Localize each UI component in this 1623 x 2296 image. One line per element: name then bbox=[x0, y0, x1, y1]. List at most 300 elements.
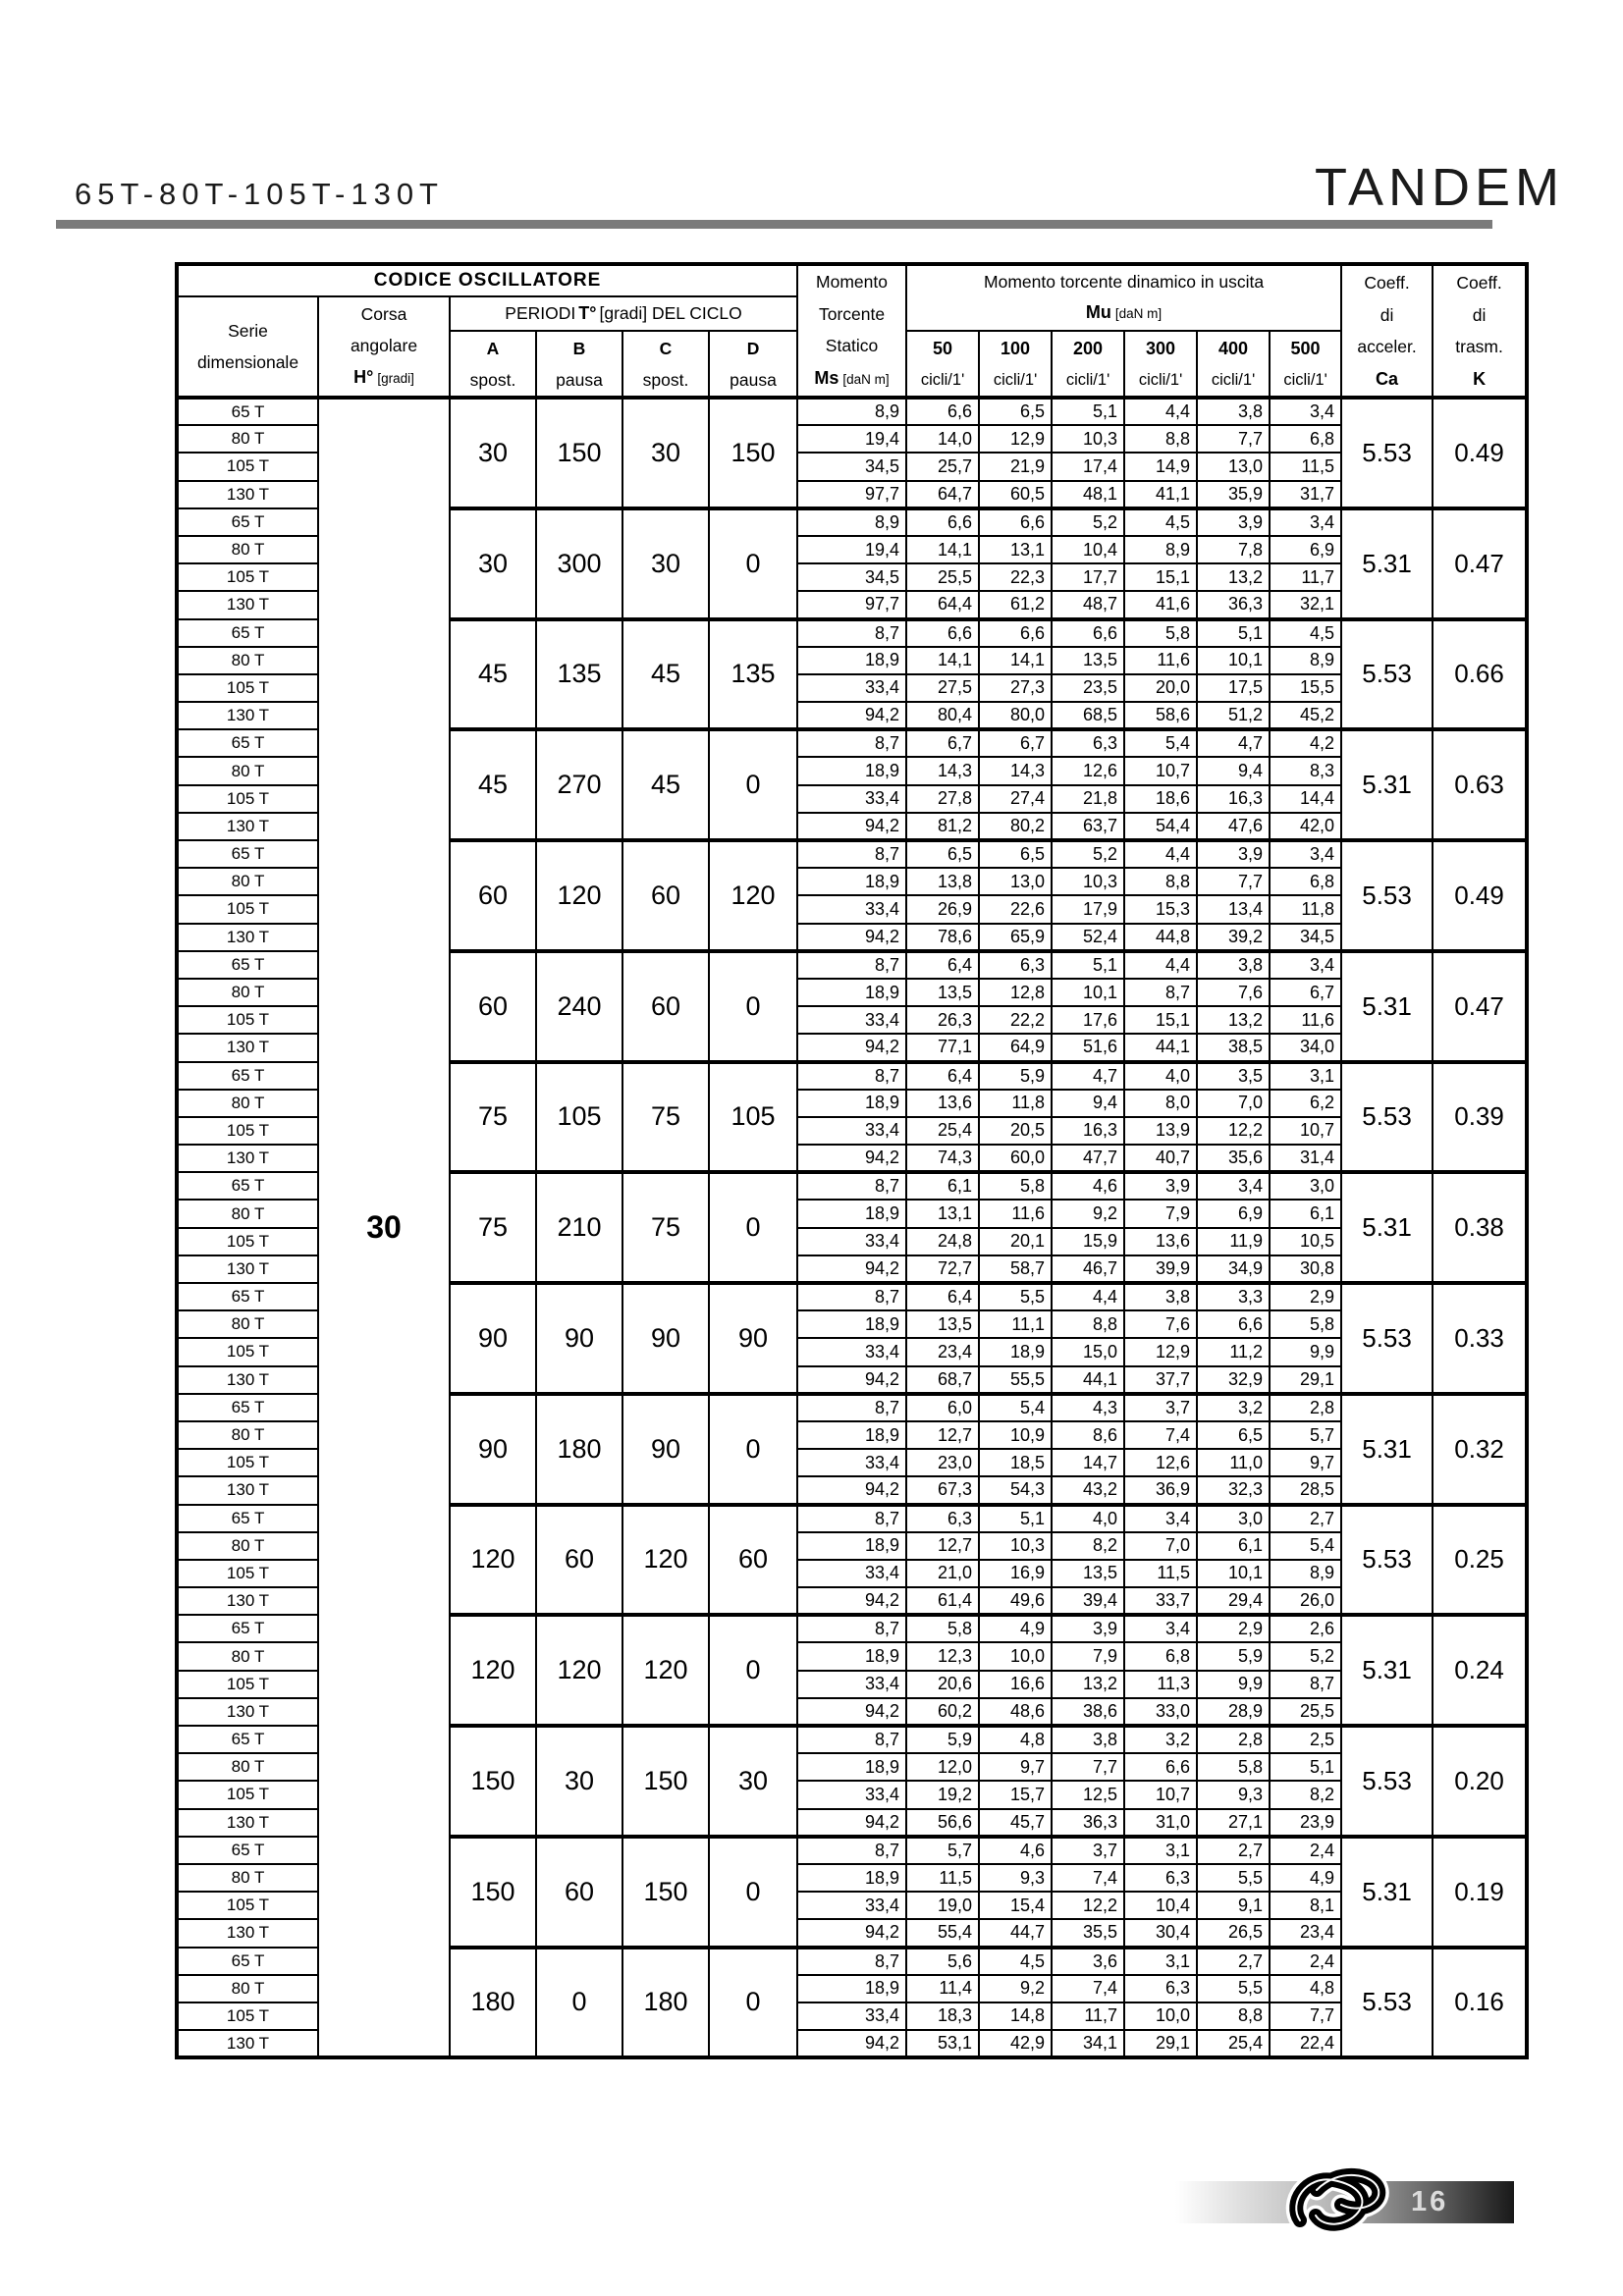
mu-value-cell: 4,0 bbox=[1124, 1062, 1197, 1090]
ms-header-line1: Momento bbox=[816, 272, 888, 292]
mu-value-cell: 16,9 bbox=[979, 1560, 1052, 1587]
corsa-angolare-header: Corsa angolare H° [gradi] bbox=[318, 296, 450, 398]
mu-value-cell: 5,4 bbox=[979, 1394, 1052, 1421]
mu-value-cell: 26,0 bbox=[1270, 1587, 1341, 1615]
mu-value-cell: 68,7 bbox=[906, 1366, 979, 1394]
ca-value-cell: 5.31 bbox=[1341, 1172, 1433, 1283]
mu-value-cell: 11,6 bbox=[1124, 647, 1197, 674]
period-d-value: 135 bbox=[709, 619, 797, 730]
mu-value-cell: 4,9 bbox=[979, 1615, 1052, 1642]
serie-cell: 65 T bbox=[177, 1837, 318, 1864]
period-d-value: 0 bbox=[709, 1394, 797, 1505]
mu-value-cell: 5,4 bbox=[1124, 729, 1197, 757]
mu-value-cell: 56,6 bbox=[906, 1809, 979, 1837]
mu-value-cell: 61,2 bbox=[979, 591, 1052, 618]
mu-value-cell: 4,2 bbox=[1270, 729, 1341, 757]
mu-value-cell: 2,7 bbox=[1197, 1948, 1270, 1975]
momento-dinamico-header bbox=[906, 264, 1341, 331]
mu-value-cell: 21,9 bbox=[979, 453, 1052, 480]
mu-value-cell: 36,9 bbox=[1124, 1476, 1197, 1504]
mu-value-cell: 4,5 bbox=[979, 1948, 1052, 1975]
mu-value-cell: 12,9 bbox=[1124, 1338, 1197, 1365]
mu-value-cell: 7,6 bbox=[1124, 1310, 1197, 1338]
mu-value-cell: 6,0 bbox=[906, 1394, 979, 1421]
mu-value-cell: 11,8 bbox=[979, 1090, 1052, 1117]
serie-dimensionale-header: Serie dimensionale bbox=[177, 296, 318, 398]
mu-value-cell: 29,1 bbox=[1270, 1366, 1341, 1394]
mu-value-cell: 80,4 bbox=[906, 702, 979, 729]
mu-value-cell: 13,0 bbox=[1197, 453, 1270, 480]
period-c-value: 90 bbox=[622, 1394, 709, 1505]
mu-value-cell: 64,9 bbox=[979, 1034, 1052, 1061]
serie-cell: 80 T bbox=[177, 1642, 318, 1670]
ms-value-cell: 33,4 bbox=[797, 785, 906, 813]
mu-value-cell: 13,8 bbox=[906, 868, 979, 895]
ms-value-cell: 33,4 bbox=[797, 1560, 906, 1587]
mu-value-cell: 15,5 bbox=[1270, 674, 1341, 702]
mu-value-cell: 24,8 bbox=[906, 1228, 979, 1255]
mu-value-cell: 10,7 bbox=[1124, 757, 1197, 784]
period-a-value: 120 bbox=[450, 1615, 536, 1726]
ms-value-cell: 18,9 bbox=[797, 1421, 906, 1449]
mu-value-cell: 27,4 bbox=[979, 785, 1052, 813]
serie-cell: 65 T bbox=[177, 1394, 318, 1421]
k-value-cell: 0.39 bbox=[1433, 1062, 1527, 1173]
mu-value-cell: 11,7 bbox=[1270, 563, 1341, 591]
k-value-cell: 0.49 bbox=[1433, 398, 1527, 508]
corsa-angolare-value: 30 bbox=[318, 398, 450, 2057]
mu-value-cell: 18,9 bbox=[979, 1338, 1052, 1365]
serie-cell: 65 T bbox=[177, 619, 318, 647]
mu-value-cell: 58,6 bbox=[1124, 702, 1197, 729]
mu-value-cell: 6,6 bbox=[1197, 1310, 1270, 1338]
mu-value-cell: 39,9 bbox=[1124, 1255, 1197, 1283]
mu-value-cell: 7,4 bbox=[1052, 1975, 1124, 2002]
mu-value-cell: 48,1 bbox=[1052, 481, 1124, 508]
mu-value-cell: 12,7 bbox=[906, 1532, 979, 1560]
mu-value-cell: 9,4 bbox=[1052, 1090, 1124, 1117]
mu-value-cell: 5,8 bbox=[1124, 619, 1197, 647]
mu-value-cell: 14,3 bbox=[979, 757, 1052, 784]
mu-value-cell: 3,8 bbox=[1124, 1283, 1197, 1310]
mu-value-cell: 5,1 bbox=[979, 1505, 1052, 1532]
mu-value-cell: 6,1 bbox=[1270, 1200, 1341, 1227]
mu-value-cell: 6,6 bbox=[906, 619, 979, 647]
serie-cell: 130 T bbox=[177, 702, 318, 729]
mu-value-cell: 6,6 bbox=[906, 398, 979, 425]
ms-value-cell: 94,2 bbox=[797, 1919, 906, 1947]
ca-value-cell: 5.31 bbox=[1341, 1615, 1433, 1726]
period-b-value: 0 bbox=[536, 1948, 622, 2058]
ms-value-cell: 94,2 bbox=[797, 1476, 906, 1504]
mu-value-cell: 17,6 bbox=[1052, 1006, 1124, 1034]
mu-value-cell: 2,9 bbox=[1270, 1283, 1341, 1310]
ms-value-cell: 33,4 bbox=[797, 1228, 906, 1255]
period-a-value: 45 bbox=[450, 729, 536, 840]
mu-value-cell: 6,8 bbox=[1270, 868, 1341, 895]
serie-cell: 105 T bbox=[177, 1006, 318, 1034]
mu-value-cell: 5,9 bbox=[906, 1726, 979, 1753]
mu-value-cell: 10,1 bbox=[1197, 1560, 1270, 1587]
mu-value-cell: 10,1 bbox=[1052, 979, 1124, 1006]
mu-value-cell: 6,8 bbox=[1124, 1642, 1197, 1670]
mu-value-cell: 10,9 bbox=[979, 1421, 1052, 1449]
k-value-cell: 0.20 bbox=[1433, 1726, 1527, 1837]
mu-value-cell: 31,4 bbox=[1270, 1145, 1341, 1172]
serie-cell: 65 T bbox=[177, 508, 318, 536]
mu-value-cell: 9,9 bbox=[1197, 1671, 1270, 1698]
k-value-cell: 0.63 bbox=[1433, 729, 1527, 840]
serie-cell: 65 T bbox=[177, 951, 318, 979]
period-b-value: 120 bbox=[536, 840, 622, 951]
mu-value-cell: 13,1 bbox=[979, 536, 1052, 563]
ms-value-cell: 8,7 bbox=[797, 729, 906, 757]
mu-value-cell: 46,7 bbox=[1052, 1255, 1124, 1283]
mu-value-cell: 44,7 bbox=[979, 1919, 1052, 1947]
ms-value-cell: 33,4 bbox=[797, 1671, 906, 1698]
mu-value-cell: 5,1 bbox=[1052, 398, 1124, 425]
mu-value-cell: 2,5 bbox=[1270, 1726, 1341, 1753]
mu-value-cell: 3,4 bbox=[1270, 508, 1341, 536]
mu-value-cell: 51,6 bbox=[1052, 1034, 1124, 1061]
mu-value-cell: 52,4 bbox=[1052, 924, 1124, 951]
mu-value-cell: 54,3 bbox=[979, 1476, 1052, 1504]
mu-value-cell: 7,7 bbox=[1270, 2002, 1341, 2030]
mu-value-cell: 3,7 bbox=[1052, 1837, 1124, 1864]
mu-value-cell: 20,1 bbox=[979, 1228, 1052, 1255]
serie-cell: 105 T bbox=[177, 785, 318, 813]
mu-value-cell: 31,0 bbox=[1124, 1809, 1197, 1837]
mu-value-cell: 6,3 bbox=[906, 1505, 979, 1532]
period-a-value: 30 bbox=[450, 508, 536, 619]
mu-value-cell: 33,7 bbox=[1124, 1587, 1197, 1615]
mu-value-cell: 2,8 bbox=[1270, 1394, 1341, 1421]
mu-value-cell: 3,5 bbox=[1197, 1062, 1270, 1090]
ca-value-cell: 5.53 bbox=[1341, 1505, 1433, 1616]
serie-cell: 130 T bbox=[177, 1476, 318, 1504]
mu-value-cell: 3,4 bbox=[1197, 1172, 1270, 1200]
mu-value-cell: 23,4 bbox=[1270, 1919, 1341, 1947]
page-title-series: 65T-80T-105T-130T bbox=[75, 177, 444, 211]
mu-value-cell: 68,5 bbox=[1052, 702, 1124, 729]
mu-value-cell: 6,5 bbox=[1197, 1421, 1270, 1449]
k-value-cell: 0.24 bbox=[1433, 1615, 1527, 1726]
serie-cell: 130 T bbox=[177, 1587, 318, 1615]
period-b-value: 240 bbox=[536, 951, 622, 1062]
mu-value-cell: 21,0 bbox=[906, 1560, 979, 1587]
mu-value-cell: 6,5 bbox=[906, 840, 979, 868]
mu-value-cell: 6,7 bbox=[906, 729, 979, 757]
mu-value-cell: 9,2 bbox=[1052, 1200, 1124, 1227]
period-c-value: 45 bbox=[622, 619, 709, 730]
mu-header-symbol-line: Mu [daN m] bbox=[1085, 302, 1163, 323]
mu-value-cell: 6,1 bbox=[906, 1172, 979, 1200]
serie-cell: 105 T bbox=[177, 1781, 318, 1808]
serie-cell: 80 T bbox=[177, 1975, 318, 2002]
mu-value-cell: 12,9 bbox=[979, 425, 1052, 453]
mu-value-cell: 3,4 bbox=[1270, 951, 1341, 979]
serie-cell: 65 T bbox=[177, 1505, 318, 1532]
mu-value-cell: 32,3 bbox=[1197, 1476, 1270, 1504]
mu-value-cell: 12,0 bbox=[906, 1753, 979, 1781]
mu-value-cell: 40,7 bbox=[1124, 1145, 1197, 1172]
mu-value-cell: 5,2 bbox=[1052, 508, 1124, 536]
mu-value-cell: 5,8 bbox=[1270, 1310, 1341, 1338]
serie-cell: 65 T bbox=[177, 840, 318, 868]
serie-cell: 65 T bbox=[177, 729, 318, 757]
period-c-value: 75 bbox=[622, 1172, 709, 1283]
mu-value-cell: 5,9 bbox=[979, 1062, 1052, 1090]
mu-value-cell: 7,0 bbox=[1197, 1090, 1270, 1117]
cicli-100-header: 100 cicli/1' bbox=[979, 331, 1052, 398]
period-b-value: 120 bbox=[536, 1615, 622, 1726]
mu-value-cell: 27,8 bbox=[906, 785, 979, 813]
oscillator-data-table bbox=[175, 262, 1529, 2059]
ms-value-cell: 18,9 bbox=[797, 1753, 906, 1781]
period-a-value: 90 bbox=[450, 1394, 536, 1505]
mu-value-cell: 15,1 bbox=[1124, 563, 1197, 591]
ms-value-cell: 18,9 bbox=[797, 1864, 906, 1892]
ms-value-cell: 33,4 bbox=[797, 1006, 906, 1034]
ms-value-cell: 94,2 bbox=[797, 813, 906, 840]
mu-value-cell: 20,0 bbox=[1124, 674, 1197, 702]
serie-cell: 80 T bbox=[177, 757, 318, 784]
period-d-value: 60 bbox=[709, 1505, 797, 1616]
mu-value-cell: 26,9 bbox=[906, 895, 979, 923]
mu-value-cell: 9,7 bbox=[979, 1753, 1052, 1781]
ms-value-cell: 8,7 bbox=[797, 1505, 906, 1532]
mu-value-cell: 8,6 bbox=[1052, 1421, 1124, 1449]
ca-value-cell: 5.31 bbox=[1341, 1837, 1433, 1948]
mu-value-cell: 3,4 bbox=[1270, 840, 1341, 868]
period-d-value: 0 bbox=[709, 951, 797, 1062]
ms-header-line2: Torcente bbox=[818, 303, 886, 324]
product-family-title: TANDEM bbox=[1315, 158, 1564, 217]
mu-value-cell: 78,6 bbox=[906, 924, 979, 951]
mu-value-cell: 4,0 bbox=[1052, 1505, 1124, 1532]
brand-knot-logo-icon bbox=[1284, 2160, 1394, 2244]
mu-value-cell: 3,0 bbox=[1270, 1172, 1341, 1200]
mu-value-cell: 4,8 bbox=[1270, 1975, 1341, 2002]
mu-value-cell: 26,3 bbox=[906, 1006, 979, 1034]
mu-value-cell: 35,6 bbox=[1197, 1145, 1270, 1172]
mu-value-cell: 10,4 bbox=[1052, 536, 1124, 563]
k-value-cell: 0.47 bbox=[1433, 951, 1527, 1062]
ms-value-cell: 34,5 bbox=[797, 453, 906, 480]
period-b-value: 210 bbox=[536, 1172, 622, 1283]
mu-header-line1: Momento torcente dinamico in uscita bbox=[984, 272, 1265, 293]
mu-value-cell: 5,9 bbox=[1197, 1642, 1270, 1670]
cicli-300-header: 300 cicli/1' bbox=[1124, 331, 1197, 398]
ms-value-cell: 97,7 bbox=[797, 481, 906, 508]
mu-value-cell: 7,7 bbox=[1197, 868, 1270, 895]
ms-value-cell: 94,2 bbox=[797, 702, 906, 729]
serie-cell: 130 T bbox=[177, 1698, 318, 1726]
mu-value-cell: 3,2 bbox=[1124, 1726, 1197, 1753]
mu-value-cell: 3,9 bbox=[1052, 1615, 1124, 1642]
mu-value-cell: 4,3 bbox=[1052, 1394, 1124, 1421]
mu-value-cell: 3,4 bbox=[1124, 1505, 1197, 1532]
period-c-value: 30 bbox=[622, 398, 709, 508]
mu-value-cell: 8,9 bbox=[1124, 536, 1197, 563]
mu-value-cell: 27,1 bbox=[1197, 1809, 1270, 1837]
mu-value-cell: 13,0 bbox=[979, 868, 1052, 895]
ms-value-cell: 97,7 bbox=[797, 591, 906, 618]
mu-value-cell: 12,2 bbox=[1052, 1892, 1124, 1919]
serie-cell: 80 T bbox=[177, 979, 318, 1006]
period-d-value: 0 bbox=[709, 1615, 797, 1726]
mu-value-cell: 21,8 bbox=[1052, 785, 1124, 813]
ms-value-cell: 8,7 bbox=[797, 1615, 906, 1642]
ms-value-cell: 8,7 bbox=[797, 1726, 906, 1753]
mu-value-cell: 11,2 bbox=[1197, 1338, 1270, 1365]
mu-value-cell: 27,5 bbox=[906, 674, 979, 702]
mu-value-cell: 20,5 bbox=[979, 1117, 1052, 1145]
mu-value-cell: 36,3 bbox=[1197, 591, 1270, 618]
mu-value-cell: 60,0 bbox=[979, 1145, 1052, 1172]
mu-value-cell: 10,3 bbox=[979, 1532, 1052, 1560]
serie-cell: 80 T bbox=[177, 1200, 318, 1227]
mu-value-cell: 39,2 bbox=[1197, 924, 1270, 951]
mu-value-cell: 11,0 bbox=[1197, 1449, 1270, 1476]
period-b-value: 60 bbox=[536, 1505, 622, 1616]
mu-value-cell: 3,3 bbox=[1197, 1283, 1270, 1310]
mu-value-cell: 72,7 bbox=[906, 1255, 979, 1283]
mu-value-cell: 2,7 bbox=[1197, 1837, 1270, 1864]
mu-value-cell: 41,6 bbox=[1124, 591, 1197, 618]
serie-cell: 105 T bbox=[177, 1117, 318, 1145]
mu-value-cell: 13,5 bbox=[1052, 647, 1124, 674]
mu-value-cell: 49,6 bbox=[979, 1587, 1052, 1615]
mu-value-cell: 9,4 bbox=[1197, 757, 1270, 784]
mu-value-cell: 34,0 bbox=[1270, 1034, 1341, 1061]
mu-value-cell: 2,8 bbox=[1197, 1726, 1270, 1753]
mu-value-cell: 10,3 bbox=[1052, 425, 1124, 453]
mu-value-cell: 45,2 bbox=[1270, 702, 1341, 729]
mu-value-cell: 6,6 bbox=[1052, 619, 1124, 647]
period-c-header: C spost. bbox=[622, 331, 709, 398]
mu-value-cell: 5,7 bbox=[1270, 1421, 1341, 1449]
ca-value-cell: 5.53 bbox=[1341, 1726, 1433, 1837]
periodi-ciclo-header: PERIODI T° [gradi] DEL CICLO bbox=[450, 296, 797, 331]
serie-cell: 80 T bbox=[177, 1310, 318, 1338]
mu-value-cell: 10,7 bbox=[1270, 1117, 1341, 1145]
mu-value-cell: 3,6 bbox=[1052, 1948, 1124, 1975]
cicli-50-header: 50 cicli/1' bbox=[906, 331, 979, 398]
period-d-value: 105 bbox=[709, 1062, 797, 1173]
ms-value-cell: 18,9 bbox=[797, 1532, 906, 1560]
mu-value-cell: 7,9 bbox=[1052, 1642, 1124, 1670]
mu-value-cell: 8,2 bbox=[1052, 1532, 1124, 1560]
period-d-value: 0 bbox=[709, 1172, 797, 1283]
serie-cell: 130 T bbox=[177, 2030, 318, 2057]
mu-value-cell: 8,7 bbox=[1270, 1671, 1341, 1698]
ms-value-cell: 18,9 bbox=[797, 868, 906, 895]
period-c-value: 30 bbox=[622, 508, 709, 619]
ms-value-cell: 19,4 bbox=[797, 425, 906, 453]
period-d-value: 0 bbox=[709, 508, 797, 619]
period-b-value: 135 bbox=[536, 619, 622, 730]
mu-value-cell: 13,9 bbox=[1124, 1117, 1197, 1145]
ms-value-cell: 33,4 bbox=[797, 1781, 906, 1808]
mu-value-cell: 36,3 bbox=[1052, 1809, 1124, 1837]
mu-value-cell: 6,6 bbox=[1124, 1753, 1197, 1781]
mu-value-cell: 8,8 bbox=[1052, 1310, 1124, 1338]
serie-cell: 130 T bbox=[177, 924, 318, 951]
mu-value-cell: 6,3 bbox=[1124, 1864, 1197, 1892]
period-c-value: 150 bbox=[622, 1726, 709, 1837]
k-value-cell: 0.38 bbox=[1433, 1172, 1527, 1283]
mu-value-cell: 5,2 bbox=[1270, 1642, 1341, 1670]
mu-value-cell: 13,4 bbox=[1197, 895, 1270, 923]
mu-value-cell: 42,0 bbox=[1270, 813, 1341, 840]
mu-value-cell: 11,6 bbox=[1270, 1006, 1341, 1034]
mu-value-cell: 44,1 bbox=[1052, 1366, 1124, 1394]
mu-value-cell: 4,5 bbox=[1270, 619, 1341, 647]
mu-value-cell: 18,5 bbox=[979, 1449, 1052, 1476]
serie-cell: 80 T bbox=[177, 425, 318, 453]
mu-value-cell: 13,5 bbox=[1052, 1560, 1124, 1587]
serie-cell: 130 T bbox=[177, 1034, 318, 1061]
ms-value-cell: 8,7 bbox=[797, 1172, 906, 1200]
period-b-header: B pausa bbox=[536, 331, 622, 398]
period-d-value: 0 bbox=[709, 729, 797, 840]
ms-value-cell: 94,2 bbox=[797, 2030, 906, 2057]
mu-value-cell: 3,9 bbox=[1197, 840, 1270, 868]
mu-value-cell: 8,8 bbox=[1197, 2002, 1270, 2030]
mu-value-cell: 17,9 bbox=[1052, 895, 1124, 923]
mu-value-cell: 6,4 bbox=[906, 1283, 979, 1310]
mu-value-cell: 55,4 bbox=[906, 1919, 979, 1947]
ca-value-cell: 5.53 bbox=[1341, 619, 1433, 730]
mu-value-cell: 61,4 bbox=[906, 1587, 979, 1615]
ca-value-cell: 5.31 bbox=[1341, 729, 1433, 840]
mu-value-cell: 6,3 bbox=[1124, 1975, 1197, 2002]
mu-value-cell: 11,1 bbox=[979, 1310, 1052, 1338]
mu-value-cell: 55,5 bbox=[979, 1366, 1052, 1394]
mu-value-cell: 12,5 bbox=[1052, 1781, 1124, 1808]
mu-value-cell: 7,0 bbox=[1124, 1532, 1197, 1560]
ca-value-cell: 5.53 bbox=[1341, 1283, 1433, 1394]
mu-value-cell: 4,8 bbox=[979, 1726, 1052, 1753]
serie-cell: 65 T bbox=[177, 1615, 318, 1642]
k-value-cell: 0.47 bbox=[1433, 508, 1527, 619]
mu-value-cell: 6,3 bbox=[1052, 729, 1124, 757]
ms-value-cell: 33,4 bbox=[797, 1449, 906, 1476]
mu-value-cell: 10,3 bbox=[1052, 868, 1124, 895]
mu-value-cell: 2,9 bbox=[1197, 1615, 1270, 1642]
mu-value-cell: 6,7 bbox=[1270, 979, 1341, 1006]
mu-value-cell: 81,2 bbox=[906, 813, 979, 840]
mu-value-cell: 6,6 bbox=[979, 508, 1052, 536]
mu-value-cell: 44,1 bbox=[1124, 1034, 1197, 1061]
mu-value-cell: 4,4 bbox=[1124, 840, 1197, 868]
mu-value-cell: 4,6 bbox=[1052, 1172, 1124, 1200]
title-divider bbox=[56, 220, 1492, 229]
mu-value-cell: 11,7 bbox=[1052, 2002, 1124, 2030]
ms-value-cell: 18,9 bbox=[797, 1090, 906, 1117]
serie-cell: 130 T bbox=[177, 1919, 318, 1947]
mu-value-cell: 8,8 bbox=[1124, 425, 1197, 453]
period-c-value: 75 bbox=[622, 1062, 709, 1173]
mu-value-cell: 10,4 bbox=[1124, 1892, 1197, 1919]
mu-value-cell: 5,1 bbox=[1270, 1753, 1341, 1781]
mu-value-cell: 5,4 bbox=[1270, 1532, 1341, 1560]
mu-value-cell: 17,5 bbox=[1197, 674, 1270, 702]
mu-value-cell: 2,6 bbox=[1270, 1615, 1341, 1642]
mu-value-cell: 29,4 bbox=[1197, 1587, 1270, 1615]
mu-value-cell: 3,8 bbox=[1197, 951, 1270, 979]
